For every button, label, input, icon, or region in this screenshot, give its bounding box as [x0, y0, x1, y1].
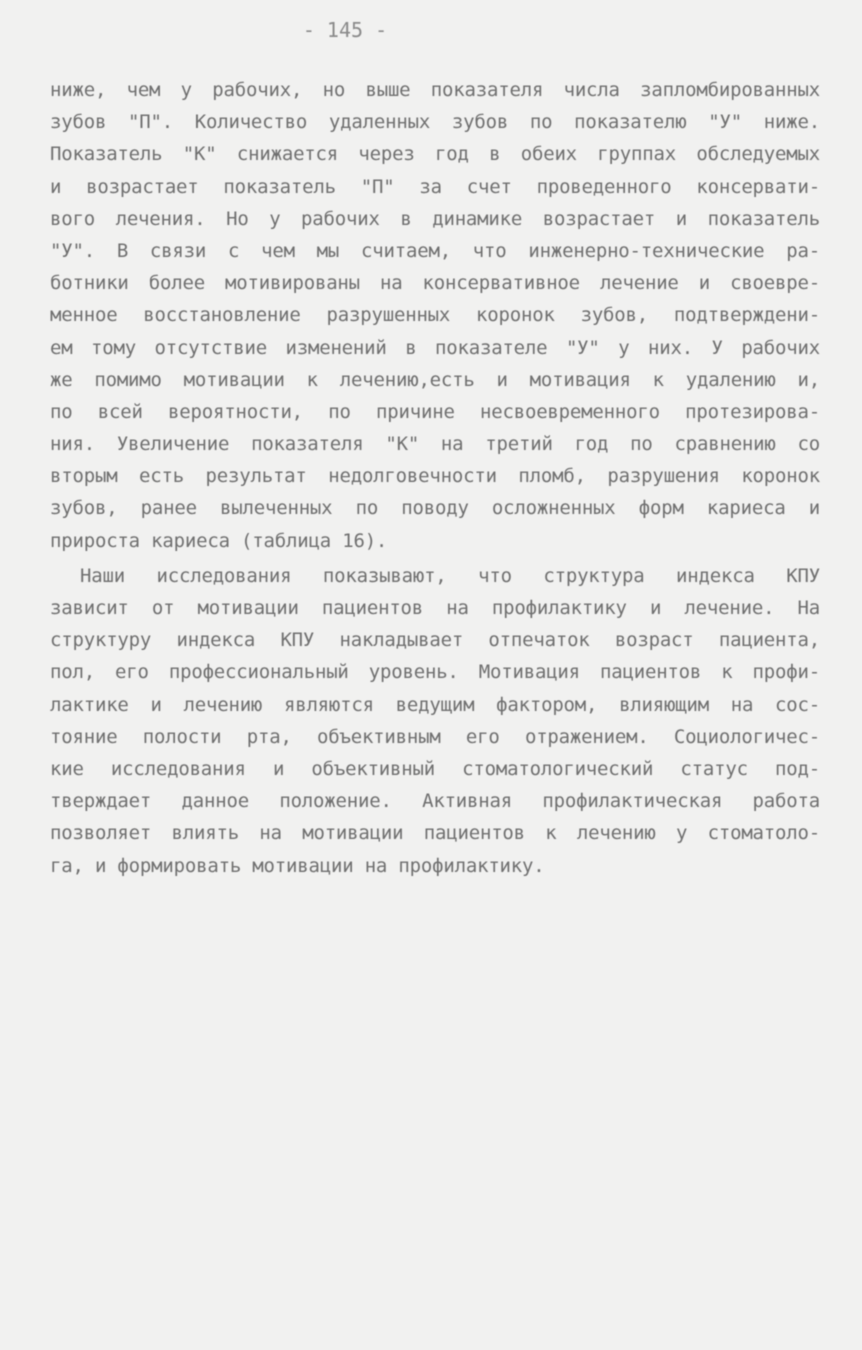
- text-line: ния. Увеличение показателя "К" на третий год по сравнению со: [50, 433, 820, 456]
- text-line: ем тому отсутствие изменений в показателе "У" у них. У рабочих: [50, 336, 820, 359]
- text-line: зубов "П". Количество удаленных зубов по показателю "У" ниже.: [50, 111, 820, 134]
- text-line: и возрастает показатель "П" за счет проведенного консервати-: [50, 175, 820, 198]
- text-line: структуру индекса КПУ накладывает отпечаток возраст пациента,: [50, 629, 820, 652]
- text-line: Наши исследования показывают, что структура индекса КПУ: [80, 564, 820, 587]
- text-line: же помимо мотивации к лечению,есть и мотивация к удалению и,: [50, 368, 820, 391]
- text-line: вторым есть результат недолговечности пломб, разрушения коронок: [50, 465, 820, 488]
- text-line: лактике и лечению являются ведущим фактором, влияющим на сос-: [50, 693, 820, 716]
- text-line: тояние полости рта, объективным его отражением. Социологичес-: [50, 725, 820, 748]
- text-line: ниже, чем у рабочих, но выше показателя числа запломбированных: [50, 79, 820, 101]
- paragraph-1: [50, 74, 820, 557]
- text-line: вого лечения. Но у рабочих в динамике возрастает и показатель: [50, 207, 820, 230]
- text-line: га, и формировать мотивации на профилактику.: [50, 854, 545, 877]
- body-text: [50, 74, 820, 882]
- text-line: менное восстановление разрушенных коронок зубов, подтверждени-: [50, 304, 820, 327]
- text-line: по всей вероятности, по причине несвоевременного протезирова-: [50, 400, 820, 423]
- text-line: кие исследования и объективный стоматологический статус под-: [50, 757, 820, 780]
- paragraph-2: [50, 560, 820, 882]
- text-line: позволяет влиять на мотивации пациентов к лечению у стоматоло-: [50, 822, 820, 845]
- text-line: прироста кариеса (таблица 16).: [50, 529, 388, 552]
- text-line: зубов, ранее вылеченных по поводу осложненных форм кариеса и: [50, 497, 820, 520]
- text-line: зависит от мотивации пациентов на профилактику и лечение. На: [50, 597, 820, 619]
- page-number: - 145 -: [302, 18, 388, 42]
- text-line: Показатель "К" снижается через год в обеих группах обследуемых: [50, 143, 820, 166]
- text-line: ботники более мотивированы на консервативное лечение и своевре-: [50, 272, 820, 295]
- text-line: пол, его профессиональный уровень. Мотивация пациентов к профи-: [50, 661, 820, 684]
- text-line: "У". В связи с чем мы считаем, что инженерно-технические ра-: [50, 239, 820, 262]
- text-line: тверждает данное положение. Активная профилактическая работа: [50, 790, 820, 813]
